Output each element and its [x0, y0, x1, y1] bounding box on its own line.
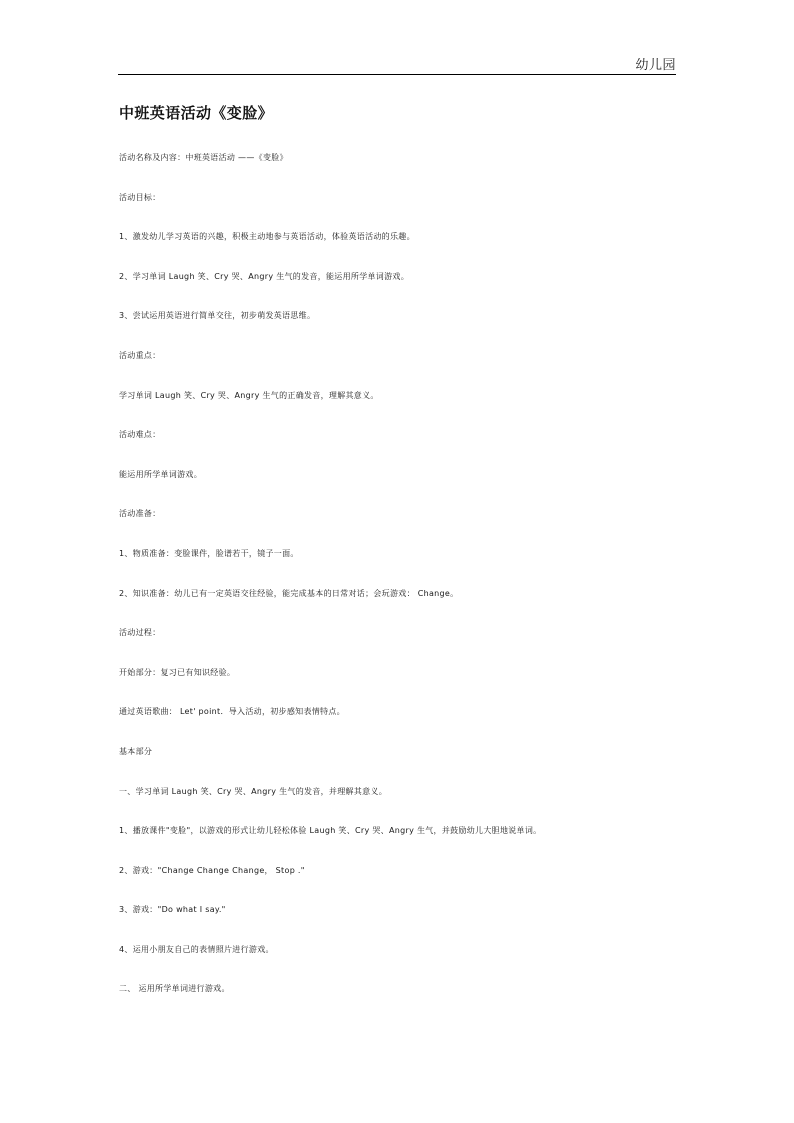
step-item-4: 4、运用小朋友自己的表情照片进行游戏。 [119, 944, 274, 954]
preparation-heading: 活动准备： [119, 509, 161, 519]
objective-item-1: 1、激发幼儿学习英语的兴趣，积极主动地参与英语活动，体验英语活动的乐趣。 [119, 232, 415, 242]
section-one-text: 一、学习单词 Laugh 笑、Cry 哭、Angry 生气的发音，并理解其意义。 [119, 786, 388, 796]
activity-name-line: 活动名称及内容：中班英语活动 ——《变脸》 [119, 153, 288, 162]
preparation-item-2: 2、知识准备：幼儿已有一定英语交往经验，能完成基本的日常对话；会玩游戏： Change。 [119, 588, 459, 598]
document-title: 中班英语活动《变脸》 [119, 104, 274, 122]
opening-section-text: 开始部分：复习已有知识经验。 [119, 667, 236, 677]
objective-item-2: 2、学习单词 Laugh 笑、Cry 哭、Angry 生气的发音，能运用所学单词游戏。 [119, 271, 409, 281]
key-points-heading: 活动重点： [119, 350, 161, 360]
document-body [119, 152, 679, 1023]
difficulties-heading: 活动难点： [119, 430, 161, 440]
header-label: 幼儿园 [635, 58, 676, 73]
process-heading: 活动过程： [119, 628, 161, 638]
step-item-3: 3、游戏："Do what I say." [119, 905, 226, 915]
step-item-2: 2、游戏："Change Change Change， Stop ." [119, 865, 305, 875]
basic-section-heading: 基本部分 [119, 746, 153, 756]
objectives-heading: 活动目标： [119, 192, 161, 202]
difficulties-text: 能运用所学单词游戏。 [119, 469, 202, 479]
song-intro-text: 通过英语歌曲： Let' point．导入活动，初步感知表情特点。 [119, 707, 345, 717]
step-item-1: 1、播放课件"变脸"，以游戏的形式让幼儿轻松体验 Laugh 笑、Cry 哭、Angry 生气，并鼓励幼儿大胆地说单词。 [119, 826, 542, 836]
preparation-item-1: 1、物质准备：变脸课件，脸谱若干，镜子一面。 [119, 548, 299, 558]
header-divider [118, 74, 676, 75]
section-two-text: 二、 运用所学单词进行游戏。 [119, 984, 230, 994]
key-points-text: 学习单词 Laugh 笑、Cry 哭、Angry 生气的正确发音，理解其意义。 [119, 390, 379, 400]
objective-item-3: 3、尝试运用英语进行简单交往，初步萌发英语思维。 [119, 311, 316, 321]
